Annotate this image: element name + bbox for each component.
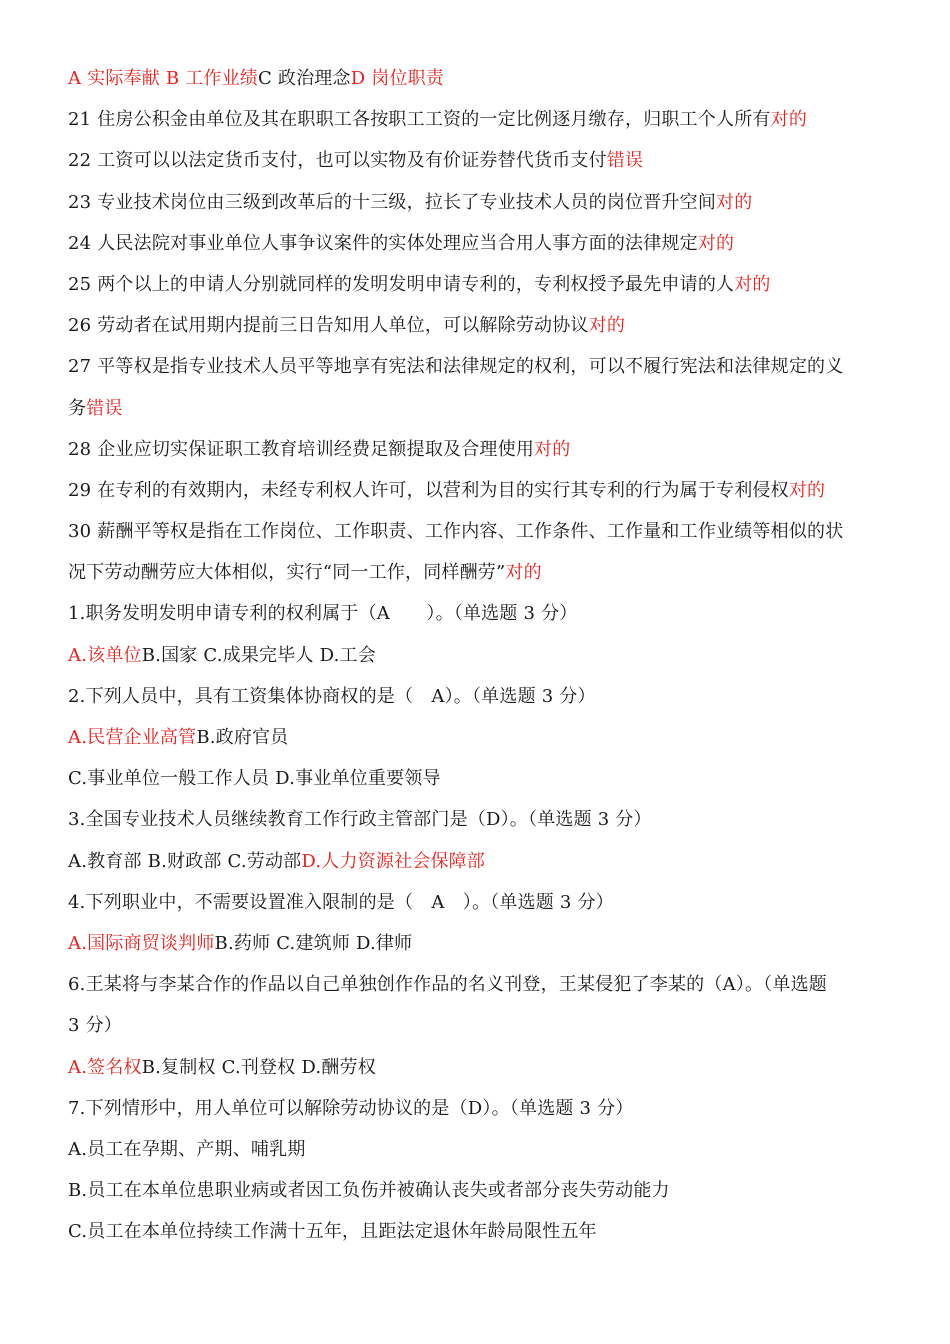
answer-text: 对的 — [505, 562, 542, 584]
answer-text: A.民营企业高管 — [68, 727, 197, 748]
question-text: 24 人民法院对事业单位人事争议案件的实体处理应当合用人事方面的法律规定 — [68, 232, 698, 254]
question-text: 7.下列情形中，用人单位可以解除劳动协议的是（D）。（单选题 3 分） — [68, 1097, 634, 1119]
text-line — [68, 758, 888, 799]
answer-text: 对的 — [534, 438, 571, 460]
text-line — [68, 388, 888, 429]
text-line — [68, 882, 888, 923]
text-line — [68, 717, 888, 758]
answer-text: 错误 — [606, 150, 644, 172]
answer-text: 对的 — [734, 273, 771, 295]
text-line — [68, 676, 888, 717]
text-line — [68, 223, 888, 264]
text-line — [68, 841, 888, 882]
answer-text: A.该单位 — [68, 644, 142, 666]
text-line — [68, 346, 888, 387]
question-text: 27 平等权是指专业技术人员平等地享有宪法和法律规定的权利，可以不履行宪法和法律规定的义 — [68, 356, 844, 378]
question-text: 2.下列人员中，具有工资集体协商权的是（ A）。（单选题 3 分） — [68, 685, 596, 707]
answer-text: 对的 — [697, 232, 735, 254]
question-text: 6.王某将与李某合作的作品以自己单独创作作品的名义刊登，王某侵犯了李某的（A）。（单选题 — [68, 974, 827, 996]
answer-text: 对的 — [788, 479, 826, 501]
text-line — [68, 923, 888, 964]
answer-text: 错误 — [86, 397, 123, 419]
answer-text: 对的 — [588, 315, 626, 337]
question-text: A.教育部 B.财政部 C.劳动部 — [68, 850, 302, 872]
question-text: 26 劳动者在试用期内提前三日告知用人单位，可以解除劳动协议 — [68, 315, 589, 337]
question-text: 29 在专利的有效期内，未经专利权人许可，以营利为目的实行其专利的行为属于专利侵权 — [68, 479, 789, 501]
question-text: B.复制权 C.刊登权 D.酬劳权 — [141, 1056, 376, 1078]
answer-text: A 实际奉献 B 工作业绩 — [68, 68, 258, 89]
question-text: 28 企业应切实保证职工教育培训经费足额提取及合理使用 — [68, 438, 535, 460]
text-line — [68, 182, 888, 223]
text-line — [68, 1005, 888, 1046]
text-line — [68, 99, 888, 140]
text-line — [68, 58, 888, 99]
text-line — [68, 140, 888, 181]
text-line — [68, 1129, 888, 1170]
question-text: 3.全国专业技术人员继续教育工作行政主管部门是（D）。（单选题 3 分） — [68, 809, 652, 831]
text-line — [68, 511, 888, 552]
question-text: 1.职务发明发明申请专利的权利属于（A ）。（单选题 3 分） — [68, 603, 578, 625]
question-text: B.药师 C.建筑师 D.律师 — [214, 932, 413, 954]
answer-text: D 岗位职责 — [350, 68, 445, 89]
question-text: 25 两个以上的申请人分别就同样的发明发明申请专利的，专利权授予最先申请的人 — [68, 273, 735, 295]
question-text: 22 工资可以以法定货币支付，也可以实物及有价证券替代货币支付 — [68, 150, 607, 172]
question-text: 3 分） — [68, 1015, 122, 1037]
text-line — [68, 1047, 888, 1088]
text-line — [68, 264, 888, 305]
question-text: 30 薪酬平等权是指在工作岗位、工作职责、工作内容、工作条件、工作量和工作业绩等相似的状 — [68, 521, 844, 543]
text-line — [68, 429, 888, 470]
text-line — [68, 1170, 888, 1211]
text-line — [68, 593, 888, 634]
question-text: C 政治理念 — [258, 68, 351, 89]
question-text: B.国家 C.成果完毕人 D.工会 — [141, 644, 376, 666]
text-line — [68, 964, 888, 1005]
text-line — [68, 1088, 888, 1129]
document-page — [68, 58, 888, 1252]
question-text: B.政府官员 — [196, 727, 289, 748]
question-text: 务 — [68, 397, 87, 419]
answer-text: A.签名权 — [68, 1056, 142, 1078]
answer-text: D.人力资源社会保障部 — [301, 850, 486, 872]
question-text: 4.下列职业中，不需要设置准入限制的是（ A ）。（单选题 3 分） — [68, 891, 614, 913]
text-line — [68, 1211, 888, 1252]
text-line — [68, 635, 888, 676]
text-line — [68, 799, 888, 840]
question-text: C.员工在本单位持续工作满十五年，且距法定退休年龄局限性五年 — [68, 1221, 597, 1243]
question-text: 21 住房公积金由单位及其在职职工各按职工工资的一定比例逐月缴存，归职工个人所有 — [68, 109, 771, 131]
text-line — [68, 470, 888, 511]
question-text: C.事业单位一般工作人员 D.事业单位重要领导 — [68, 768, 441, 790]
text-line — [68, 552, 888, 593]
question-text: 况下劳动酬劳应大体相似，实行“同一工作，同样酬劳” — [68, 562, 506, 584]
question-text: A.员工在孕期、产期、哺乳期 — [68, 1138, 306, 1160]
answer-text: A.国际商贸谈判师 — [68, 932, 215, 954]
answer-text: 对的 — [770, 109, 808, 131]
question-text: B.员工在本单位患职业病或者因工负伤并被确认丧失或者部分丧失劳动能力 — [68, 1180, 670, 1202]
text-line — [68, 305, 888, 346]
answer-text: 对的 — [716, 191, 753, 213]
question-text: 23 专业技术岗位由三级到改革后的十三级，拉长了专业技术人员的岗位晋升空间 — [68, 191, 717, 213]
